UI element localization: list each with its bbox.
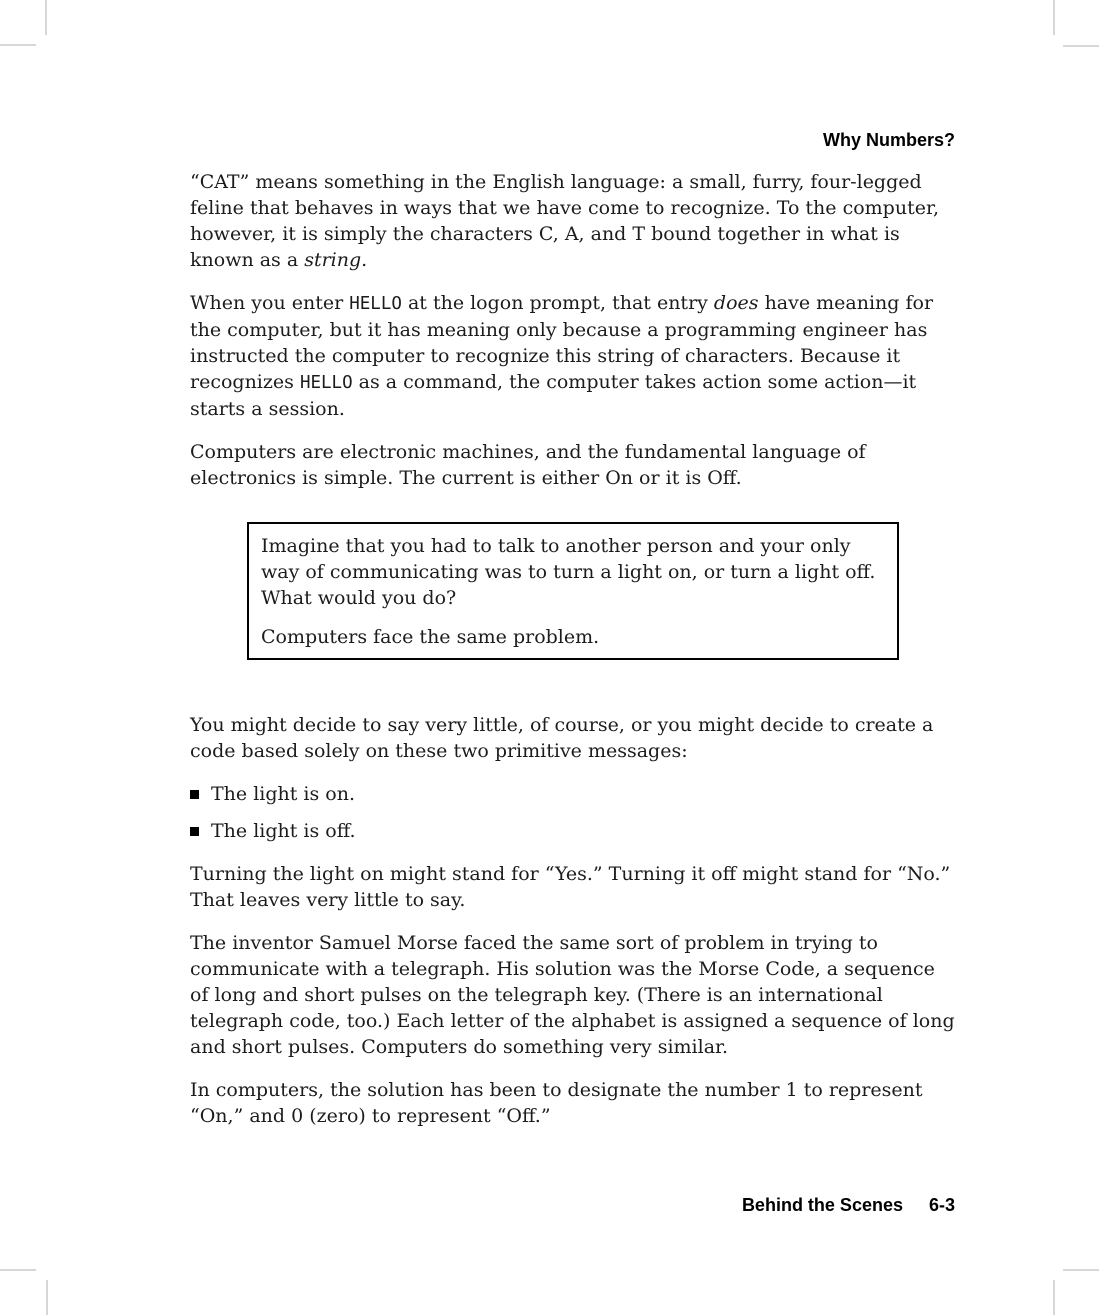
paragraph: [190, 930, 955, 1060]
inline-code: HELLO: [299, 373, 353, 393]
crop-mark-top-right-horizontal: [1063, 45, 1099, 47]
running-header: Why Numbers?: [822, 130, 955, 150]
footer-section-title: Behind the Scenes: [741, 1195, 903, 1215]
text-run: have meaning for the computer, but it has meaning only because a programming engineer has instructed the computer to recognize this string of characters. Because it recognizes: [190, 292, 934, 393]
crop-mark-top-right-vertical: [1053, 0, 1055, 35]
paragraph: [190, 439, 955, 491]
text-run: Imagine that you had to talk to another person and your only way of communicating was to turn a light on, or turn a light off. What would you do?: [261, 535, 876, 609]
crop-mark-top-left-vertical: [45, 0, 47, 35]
bullet-item-text: [211, 781, 355, 807]
paragraph: [190, 290, 955, 422]
inline-code: HELLO: [349, 294, 402, 314]
text-run: The light is on.: [211, 783, 356, 805]
crop-mark-top-left-horizontal: [0, 44, 36, 46]
bullet-item-text: [211, 818, 356, 844]
text-run: The inventor Samuel Morse faced the same sort of problem in trying to communicate with a telegraph. His solution was the Morse Code, a sequence of long and short pulses on the telegraph key. (There is an international telegraph code, too.) Each letter of the alphabet is assigned a sequence of long and short pulses. Computers do something very similar.: [190, 932, 955, 1058]
bullet-list-item: [190, 818, 955, 844]
paragraph: [190, 169, 955, 273]
callout-box: [247, 522, 899, 660]
paragraph: [190, 861, 955, 913]
callout-box-paragraph: [261, 533, 885, 611]
text-run: In computers, the solution has been to designate the number 1 to represent “On,” and 0 (zero) to represent “Off.”: [190, 1079, 923, 1127]
text-run: The light is off.: [211, 820, 356, 842]
crop-mark-bottom-left-vertical: [46, 1280, 48, 1315]
square-bullet-icon: [190, 790, 199, 799]
paragraph: [190, 712, 955, 764]
text-run: as a command, the computer takes action some action—it starts a session.: [190, 371, 917, 420]
emphasis-text: string: [304, 249, 362, 271]
callout-box-paragraph: [261, 624, 885, 650]
crop-mark-bottom-left-horizontal: [0, 1269, 36, 1271]
paragraph: [190, 1077, 955, 1129]
footer-page-number: 6-3: [928, 1195, 955, 1215]
text-run: at the logon prompt, that entry: [401, 292, 714, 314]
text-run: .: [361, 249, 368, 271]
text-run: When you enter: [190, 292, 350, 314]
bullet-list-item: [190, 781, 955, 807]
text-run: You might decide to say very little, of course, or you might decide to create a code based solely on these two primitive messages:: [190, 714, 934, 762]
text-run: Computers are electronic machines, and the fundamental language of electronics is simple. The current is either On or it is Off.: [190, 441, 866, 489]
running-footer: [190, 1195, 955, 1216]
text-run: “CAT” means something in the English language: a small, furry, four-legged feline that behaves in ways that we have come to recognize. To the computer, however, it is simply the characters C, A, and T bound together in what is known as a: [190, 171, 939, 271]
crop-mark-bottom-right-vertical: [1053, 1280, 1055, 1315]
crop-mark-bottom-right-horizontal: [1063, 1269, 1099, 1271]
text-run: Turning the light on might stand for “Yes.” Turning it off might stand for “No.” That leaves very little to say.: [190, 863, 951, 911]
emphasis-text: does: [713, 292, 759, 314]
text-run: Computers face the same problem.: [261, 626, 600, 648]
document-body: [190, 169, 955, 1146]
square-bullet-icon: [190, 827, 199, 836]
